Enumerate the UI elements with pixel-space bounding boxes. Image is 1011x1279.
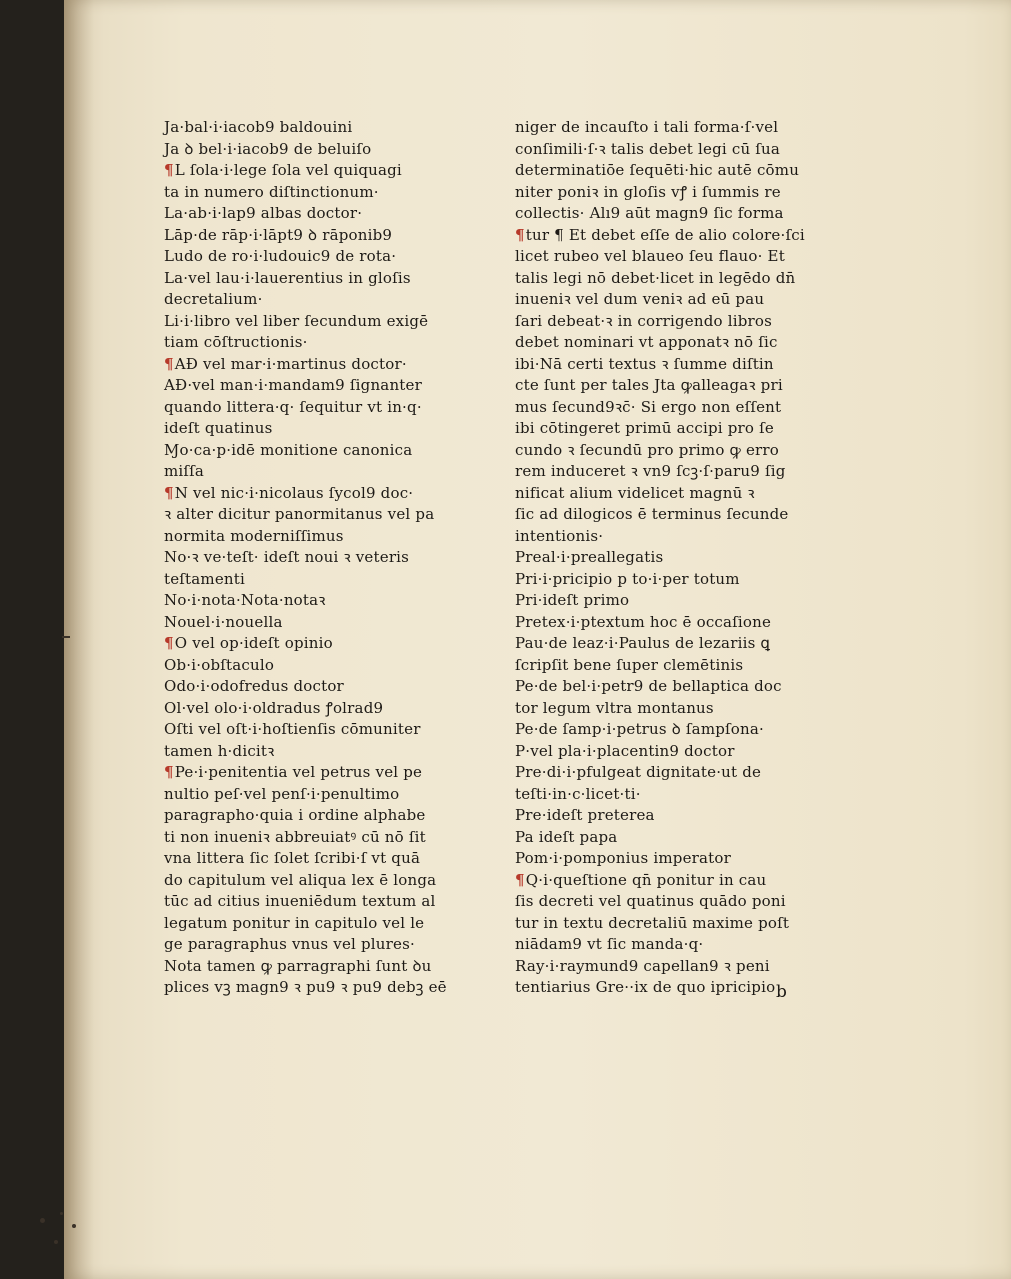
text-line: determinatiōe ſequēti·hic autē cōmu xyxy=(515,161,800,179)
text-line: niādam9 vt ſic manda·q· xyxy=(515,935,704,953)
text-line: Ray·i·raymund9 capellan9 ꝛ peni xyxy=(515,956,770,975)
text-line: ¶AƉ vel mar·i·martinus doctor· xyxy=(164,354,407,373)
text-line: ¶Pe·i·penitentia vel petrus vel pe xyxy=(164,763,423,781)
text-line: niter poniꝛ in gloſis vꝭ i ſummis re xyxy=(515,182,781,201)
text-line: teſtamenti xyxy=(164,569,246,588)
text-line: ge paragraphus vnus vel plures· xyxy=(164,935,415,953)
text-line: Odo·i·odofredus doctor xyxy=(164,677,344,695)
text-line: La·ab·i·lap9 albas doctor· xyxy=(164,204,363,222)
text-line: La·vel lau·i·lauerentius in gloſis xyxy=(164,268,411,287)
text-line: P·vel pla·i·placentin9 doctor xyxy=(515,741,735,760)
text-line: Ol·vel olo·i·oldradus ꝭolrad9 xyxy=(164,698,384,717)
text-line: normita moderniſſimus xyxy=(164,526,344,545)
text-line: tentiarius Gre··ix de quo ipricipio xyxy=(515,978,776,996)
text-line: Nouel·i·nouella xyxy=(164,612,283,631)
text-line: ibi cōtingeret primū accipi pro ſe xyxy=(515,419,774,437)
text-line: Pom·i·pomponius imperator xyxy=(515,849,731,867)
text-line: Pri·ideſt primo xyxy=(515,591,630,609)
text-line: ti non inueniꝛ abbreuiatꝰ cū nō ſit xyxy=(164,827,426,846)
text-line: tiam cōſtructionis· xyxy=(164,333,308,351)
text-line: Ob·i·obſtaculo xyxy=(164,655,275,674)
rubric-mark-icon: ¶ xyxy=(164,763,174,781)
text-line: ¶tur ¶ Et debet eſſe de alio colore·ſci xyxy=(515,225,805,244)
text-line: ta in numero diſtinctionum· xyxy=(164,182,379,201)
text-line: inueniꝛ vel dum veniꝛ ad eū pau xyxy=(515,290,765,308)
text-line: No·ꝛ ve·teſt· ideſt noui ꝛ veteris xyxy=(164,548,410,566)
ink-spot xyxy=(72,1224,76,1228)
signature-mark: b xyxy=(776,982,787,1002)
text-line: Ja ꝺ bel·i·iacob9 de beluiſo xyxy=(164,139,372,158)
text-line: cte ſunt per tales Jta ꝙalleagaꝛ pri xyxy=(515,376,783,394)
text-line: collectis· Alı9 aūt magn9 ſic forma xyxy=(515,204,784,222)
text-line: conſimili·ſ·ꝛ talis debet legi cū ſua xyxy=(515,139,781,158)
text-line: tur in textu decretaliū maxime poſt xyxy=(515,913,790,932)
text-line: Ja·bal·i·iacob9 baldouini xyxy=(164,118,353,136)
text-line: ꝛ alter dicitur panormitanus vel pa xyxy=(164,505,435,523)
ink-spot xyxy=(60,1212,63,1215)
text-line: ſari debeat·ꝛ in corrigendo libros xyxy=(515,311,773,330)
text-line: tūc ad citius inueniēdum textum al xyxy=(164,892,436,910)
text-line: Pau·de leaz·i·Paulus de lezariis ꝗ xyxy=(515,634,771,652)
text-line: licet rubeo vel blaueo ſeu flauo· Et xyxy=(515,247,785,265)
text-line: ſis decreti vel quatinus quādo poni xyxy=(515,892,786,910)
text-line: Preal·i·preallegatis xyxy=(515,548,664,566)
text-line: do capitulum vel aliqua lex ē longa xyxy=(164,870,437,889)
text-line: miſſa xyxy=(164,462,205,480)
text-line: nificat alium videlicet magnū ꝛ xyxy=(515,483,755,502)
text-line: Li·i·libro vel liber ſecundum exigē xyxy=(164,311,429,330)
text-line: quando littera·q· ſequitur vt in·q· xyxy=(164,397,422,416)
text-line: Pretex·i·ptextum hoc ē occaſione xyxy=(515,612,772,631)
text-line: Pre·ideſt preterea xyxy=(515,806,655,824)
text-line: ¶Q·i·queſtione qn̄ ponitur in cau xyxy=(515,870,767,889)
text-line: tamen h·dicitꝛ xyxy=(164,741,275,760)
edge-mark xyxy=(62,636,70,638)
rubric-mark-icon: ¶ xyxy=(164,483,174,502)
text-line: No·i·nota·Nota·notaꝛ xyxy=(164,591,326,609)
text-line: niger de incauſto i tali forma·ſ·vel xyxy=(515,118,779,136)
text-line: ¶L ſola·i·lege ſola vel quiquagi xyxy=(164,161,402,179)
text-line: Pe·de bel·i·petr9 de bellaptica doc xyxy=(515,677,782,695)
ink-spot xyxy=(54,1240,58,1244)
text-line: nultio peſ·vel penſ·i·penultimo xyxy=(164,784,400,803)
text-line: Pe·de ſamp·i·petrus ꝺ ſampſona· xyxy=(515,720,764,738)
text-line: paragrapho·quia i ordine alphabe xyxy=(164,806,426,824)
text-line: talis legi nō debet·licet in legēdo dn̄ xyxy=(515,268,796,287)
ink-spot xyxy=(40,1218,45,1223)
right-text-column xyxy=(515,117,815,999)
text-line: mus ſecund9ꝛc̄· Si ergo non eſſent xyxy=(515,397,782,416)
text-line: ſic ad dilogicos ē terminus ſecunde xyxy=(515,505,789,523)
text-line: ¶N vel nic·i·nicolaus ſycol9 doc· xyxy=(164,483,414,502)
text-line: ibi·Nā certi textus ꝛ ſumme diſtin xyxy=(515,354,774,373)
text-line: Pre·di·i·pfulgeat dignitate·ut de xyxy=(515,763,762,781)
rubric-mark-icon: ¶ xyxy=(164,354,174,373)
text-line: Pri·i·pricipio p to·i·per totum xyxy=(515,569,740,588)
rubric-mark-icon: ¶ xyxy=(164,161,174,179)
text-line: Ludo de ro·i·ludouic9 de rota· xyxy=(164,247,397,265)
left-text-column xyxy=(164,117,464,999)
text-line: Pa ideſt papa xyxy=(515,827,618,846)
text-line: tor legum vltra montanus xyxy=(515,698,714,717)
text-line: ideſt quatinus xyxy=(164,419,273,437)
text-line: Oſti vel oſt·i·hoſtienſis cōmuniter xyxy=(164,720,421,738)
text-line: intentionis· xyxy=(515,526,604,545)
text-line: legatum ponitur in capitulo vel le xyxy=(164,913,425,932)
text-line: Lāp·de rāp·i·lāpt9 ꝺ rāponib9 xyxy=(164,225,393,244)
text-line: cundo ꝛ ſecundū pro primo ꝙ erro xyxy=(515,440,780,459)
text-line: AƉ·vel man·i·mandam9 ſignanter xyxy=(164,376,422,394)
text-line: ſcripſit bene ſuper clemētinis xyxy=(515,655,744,674)
text-line: plices vꝫ magn9 ꝛ pu9 ꝛ pu9 debꝫ eē xyxy=(164,978,447,996)
text-line: rem induceret ꝛ vn9 ſcꝫ·ſ·paru9 ſig xyxy=(515,462,786,480)
text-line: Ɱo·ca·p·idē monitione canonica xyxy=(164,440,413,459)
text-line: teſti·in·c·licet·ti· xyxy=(515,784,641,803)
text-line: decretalium· xyxy=(164,290,263,308)
rubric-mark-icon: ¶ xyxy=(164,634,174,652)
rubric-mark-icon: ¶ xyxy=(515,870,525,889)
page-gutter-shadow xyxy=(64,0,94,1279)
text-line: vna littera ſic ſolet ſcribi·ſ vt quā xyxy=(164,849,421,867)
rubric-mark-icon: ¶ xyxy=(515,225,525,244)
text-line: ¶O vel op·ideſt opinio xyxy=(164,634,333,652)
text-line: Nota tamen ꝙ parragraphi ſunt ꝺu xyxy=(164,956,432,975)
text-line: debet nominari vt apponatꝛ nō ſic xyxy=(515,333,778,351)
